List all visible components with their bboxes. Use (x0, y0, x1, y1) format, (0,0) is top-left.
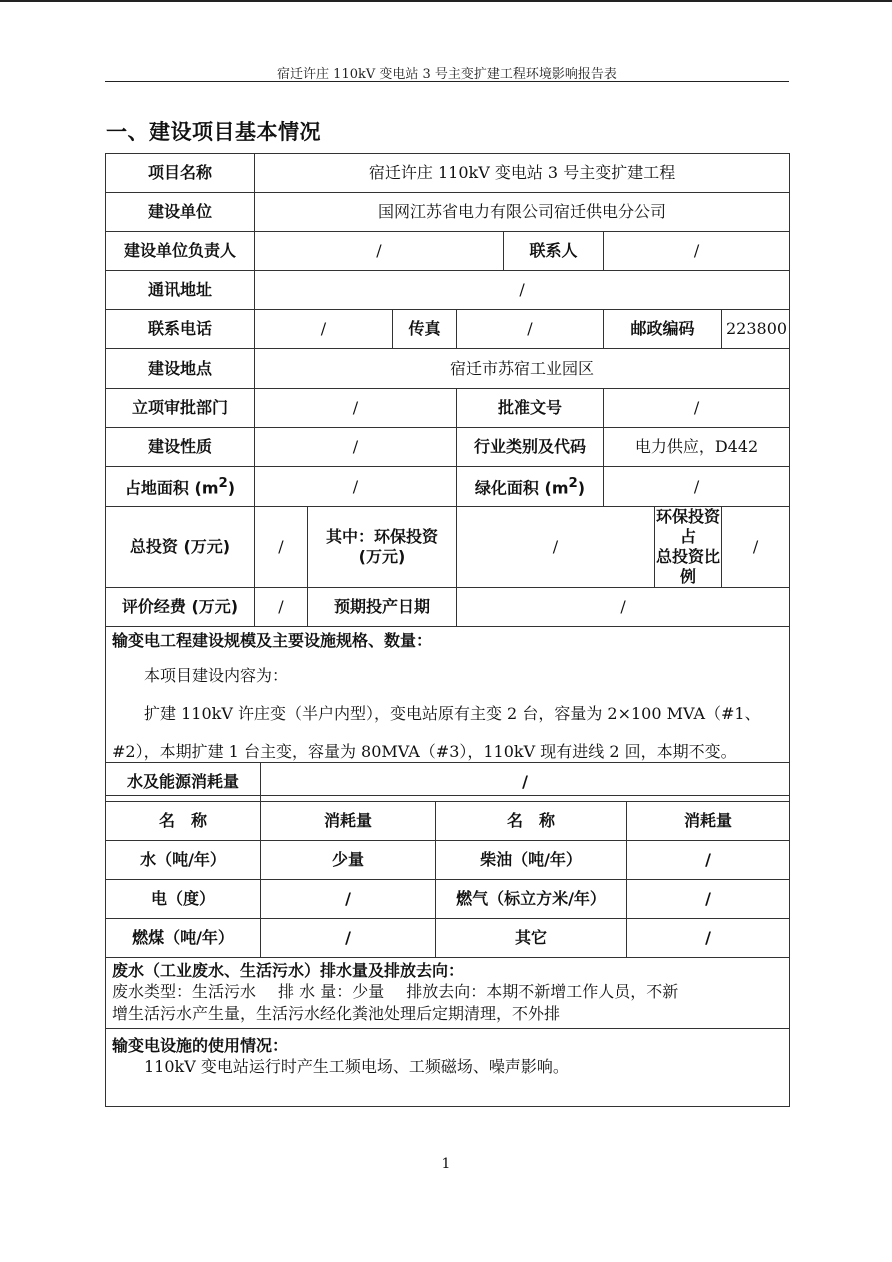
phone-label: 联系电话 (106, 310, 255, 349)
table-row (106, 428, 790, 467)
energy-header-label: 水及能源消耗量 (106, 763, 261, 802)
basic-info-table (105, 153, 790, 796)
area-unit-sup: 2 (568, 476, 578, 492)
total-invest-value: / (255, 507, 308, 588)
industry-value: 电力供应，D442 (604, 428, 790, 467)
energy-name: 燃气（标立方米/年） (436, 880, 627, 919)
col-name: 名 称 (436, 802, 627, 841)
wastewater-line-2: 增生活污水产生量，生活污水经化粪池处理后定期清理，不外排 (112, 1004, 561, 1023)
scale-line-3: #2），本期扩建 1 台主变，容量为 80MVA（#3），110kV 现有进线 2 回，本期不变。 (112, 742, 737, 761)
env-ratio-label-line1: 环保投资占 (655, 507, 720, 546)
table-row (106, 232, 790, 271)
usage-heading: 输变电设施的使用情况： (112, 1036, 289, 1055)
table-row (106, 310, 790, 349)
contact-value: / (604, 232, 790, 271)
postcode-label: 邮政编码 (604, 310, 722, 349)
total-invest-label (106, 507, 255, 588)
energy-value: / (261, 919, 436, 958)
eval-fee-value: / (255, 588, 308, 627)
wastewater-line-1 (112, 981, 783, 1003)
total-invest-unit: (万元) (183, 537, 231, 556)
energy-name: 水（吨/年） (106, 841, 261, 880)
energy-value: / (627, 919, 790, 958)
running-header: 宿迁许庄 110kV 变电站 3 号主变扩建工程环境影响报告表 (277, 67, 617, 82)
area-unit-open: (m (544, 478, 569, 498)
table-row (106, 193, 790, 232)
expected-date-value: / (457, 588, 790, 627)
project-name-label: 项目名称 (106, 154, 255, 193)
table-row (106, 802, 790, 841)
env-ratio-label (655, 507, 722, 588)
green-area-label (457, 467, 604, 507)
env-ratio-label-line2: 总投资比例 (655, 547, 720, 586)
area-unit-close: ) (577, 478, 586, 498)
green-area-value: / (604, 467, 790, 507)
address-label: 通讯地址 (106, 271, 255, 310)
energy-value: / (627, 880, 790, 919)
col-consumption: 消耗量 (261, 802, 436, 841)
green-area-label-text: 绿化面积 (474, 478, 539, 498)
env-invest-value: / (457, 507, 655, 588)
contact-label: 联系人 (504, 232, 604, 271)
table-row (106, 389, 790, 428)
energy-value: 少量 (261, 841, 436, 880)
land-area-value: / (255, 467, 457, 507)
table-row (106, 271, 790, 310)
usage-text: 110kV 变电站运行时产生工频电场、工频磁场、噪声影响。 (144, 1057, 569, 1076)
land-area-label (106, 467, 255, 507)
energy-table (105, 762, 790, 958)
wastewater-block (106, 958, 790, 1029)
energy-header-value: / (261, 763, 790, 802)
table-row (106, 958, 790, 1029)
wastewater-amount: 排 水 量：少量 (278, 982, 385, 1001)
energy-name: 其它 (436, 919, 627, 958)
section-title: 一、建设项目基本情况 (106, 120, 321, 144)
table-row (106, 588, 790, 627)
wastewater-type: 废水类型：生活污水 (112, 982, 257, 1001)
header-rule (105, 81, 789, 82)
approval-doc-value: / (604, 389, 790, 428)
area-unit-open: (m (194, 478, 219, 498)
table-row (106, 467, 790, 507)
expected-date-label: 预期投产日期 (308, 588, 457, 627)
fax-value: / (457, 310, 604, 349)
location-value: 宿迁市苏宿工业园区 (255, 349, 790, 389)
energy-name: 燃煤（吨/年） (106, 919, 261, 958)
eval-fee-unit: (万元) (191, 597, 239, 616)
col-name: 名 称 (106, 802, 261, 841)
land-area-label-text: 占地面积 (124, 478, 189, 498)
area-unit-close: ) (227, 478, 236, 498)
address-value: / (255, 271, 790, 310)
wastewater-usage-table (105, 957, 790, 1107)
wastewater-destination: 排放去向：本期不新增工作人员，不新 (406, 982, 679, 1001)
table-row (106, 880, 790, 919)
approval-doc-label: 批准文号 (457, 389, 604, 428)
table-row (106, 919, 790, 958)
usage-block (106, 1029, 790, 1107)
col-consumption: 消耗量 (627, 802, 790, 841)
table-row (106, 1029, 790, 1107)
table-row (106, 349, 790, 389)
nature-value: / (255, 428, 457, 467)
builder-head-label: 建设单位负责人 (106, 232, 255, 271)
area-unit-sup: 2 (218, 476, 228, 492)
env-ratio-value: / (722, 507, 790, 588)
env-invest-unit: (万元) (358, 547, 406, 566)
approval-dept-value: / (255, 389, 457, 428)
energy-value: / (261, 880, 436, 919)
energy-name: 电（度） (106, 880, 261, 919)
eval-fee-label (106, 588, 255, 627)
approval-dept-label: 立项审批部门 (106, 389, 255, 428)
builder-head-value: / (255, 232, 504, 271)
table-row (106, 154, 790, 193)
env-invest-label-text: 其中：环保投资 (325, 527, 438, 546)
builder-label: 建设单位 (106, 193, 255, 232)
scale-heading: 输变电工程建设规模及主要设施规格、数量： (112, 631, 433, 650)
fax-label: 传真 (393, 310, 457, 349)
scale-line-1: 本项目建设内容为： (144, 666, 289, 685)
phone-value: / (255, 310, 393, 349)
page-number: 1 (441, 1156, 451, 1172)
nature-label: 建设性质 (106, 428, 255, 467)
energy-name: 柴油（吨/年） (436, 841, 627, 880)
table-row (106, 763, 790, 802)
project-name-value: 宿迁许庄 110kV 变电站 3 号主变扩建工程 (255, 154, 790, 193)
table-row (106, 841, 790, 880)
env-invest-label (308, 507, 457, 588)
location-label: 建设地点 (106, 349, 255, 389)
industry-label: 行业类别及代码 (457, 428, 604, 467)
postcode-value: 223800 (722, 310, 790, 349)
builder-value: 国网江苏省电力有限公司宿迁供电分公司 (255, 193, 790, 232)
table-row (106, 507, 790, 588)
wastewater-heading: 废水（工业废水、生活污水）排水量及排放去向： (112, 961, 465, 980)
eval-fee-label-text: 评价经费 (121, 597, 186, 616)
top-border-line (0, 0, 892, 2)
scale-line-2: 扩建 110kV 许庄变（半户内型），变电站原有主变 2 台，容量为 2×100 MVA（#1、 (144, 704, 761, 723)
total-invest-label-text: 总投资 (129, 537, 178, 556)
energy-value: / (627, 841, 790, 880)
